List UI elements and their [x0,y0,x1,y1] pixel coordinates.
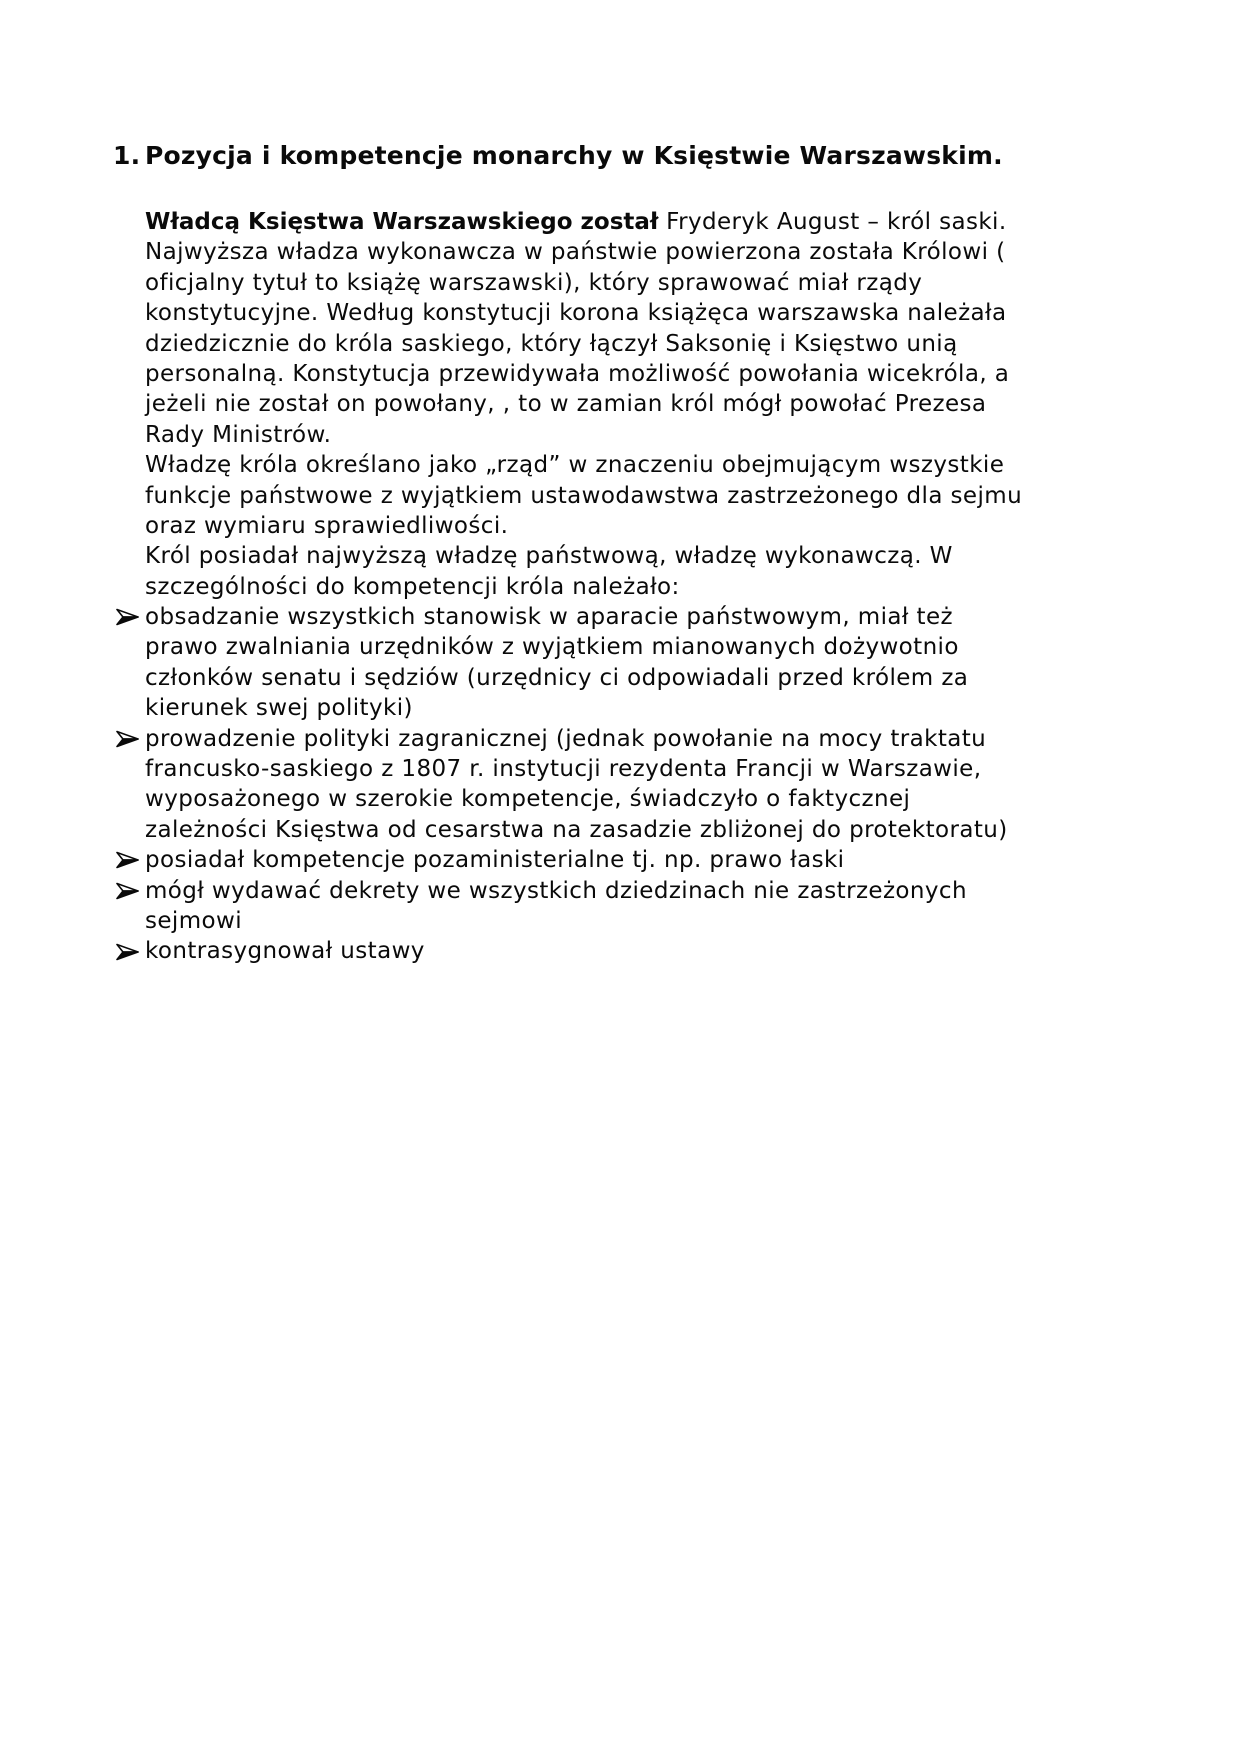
heading-text: Pozycja i kompetencje monarchy w Księstwie Warszawskim. [145,141,1003,170]
bullet-item [113,724,1022,846]
bullet-lines [113,602,1022,724]
bullet-item [113,876,1022,937]
text-line: prowadzenie polityki zagranicznej (jednak powołanie na mocy traktatu [145,725,987,752]
text-line: jeżeli nie został on powołany, , to w zamian król mógł powołać Prezesa [145,391,987,418]
text-line: personalną. Konstytucja przewidywała możliwość powołania wicekróla, a [145,360,1010,387]
bullet-arrow-icon [115,936,141,966]
text-line: wyposażonego w szerokie kompetencje, świadczyło o faktycznej [145,786,911,813]
text-line: szczególności do kompetencji króla należało: [145,573,680,600]
bullet-item [113,845,1022,875]
text-line: Najwyższa władza wykonawcza w państwie powierzona została Królowi ( [145,239,1006,266]
text-line: konstytucyjne. Według konstytucji korona książęca warszawska należała [145,300,1007,327]
bullet-list [113,602,1022,967]
bullet-arrow-icon [115,602,141,632]
bullet-lines [113,845,1022,875]
intro-paragraph [113,207,1022,602]
text-line: obsadzanie wszystkich stanowisk w aparacie państwowym, miał też [145,604,953,631]
text-line: sejmowi [145,907,243,934]
bullet-arrow-icon [115,845,141,875]
text-line [113,207,1022,237]
text-line: Król posiadał najwyższą władzę państwową, władzę wykonawczą. W [145,543,953,570]
text-line: kontrasygnował ustawy [145,938,425,965]
text-line: oficjalny tytuł to książę warszawski), który sprawować miał rządy [145,269,923,296]
text-line: Rady Ministrów. [145,421,332,448]
text-line: posiadał kompetencje pozaministerialne tj. np. prawo łaski [145,847,845,874]
text-line: członków senatu i sędziów (urzędnicy ci odpowiadali przed królem za [145,664,969,691]
heading-number: 1. [113,141,141,170]
text-line: Władzę króla określano jako „rząd” w znaczeniu obejmującym wszystkie [145,452,1005,479]
bullet-lines [113,876,1022,937]
bullet-arrow-icon [115,724,141,754]
text-line: prawo zwalniania urzędników z wyjątkiem mianowanych dożywotnio [145,634,959,661]
intro-lines [113,237,1022,602]
bullet-lines [113,936,1022,966]
intro-lead-bold: Władcą Księstwa Warszawskiego został [145,209,659,235]
bullet-item [113,602,1022,724]
bullet-lines [113,724,1022,846]
bullet-arrow-icon [115,876,141,906]
text-line: funkcje państwowe z wyjątkiem ustawodawstwa zastrzeżonego dla sejmu [145,482,1023,509]
text-line: kierunek swej polityki) [145,695,413,722]
intro-lead-regular: Fryderyk August – król saski. [658,209,1007,235]
text-line: dziedzicznie do króla saskiego, który łączył Saksonię i Księstwo unią [145,330,958,357]
text-line: francusko-saskiego z 1807 r. instytucji rezydenta Francji w Warszawie, [145,756,982,783]
page-title [113,141,1003,171]
document-body [113,207,1022,967]
text-line: oraz wymiaru sprawiedliwości. [145,512,509,539]
text-line: mógł wydawać dekrety we wszystkich dziedzinach nie zastrzeżonych [145,877,967,904]
text-line: zależności Księstwa od cesarstwa na zasadzie zbliżonej do protektoratu) [145,816,1008,843]
bullet-item [113,936,1022,966]
